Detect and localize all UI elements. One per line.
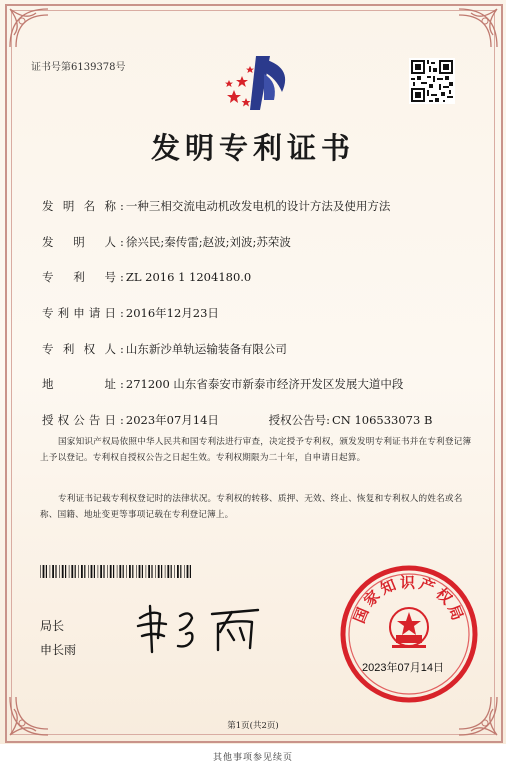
page-number: 第1页(共2页) [227,721,279,731]
invention-name-value: 一种三相交流电动机改发电机的设计方法及使用方法 [125,199,391,213]
grant-date-value: 2023年07月14日 [125,413,219,427]
cnipa-logo-icon [220,52,298,114]
filing-date-label: 专利申请日 [42,306,116,320]
grant-row: 授权公告日 : 2023年07月14日 授权公告号: CN 106533073 B [42,413,433,427]
patentee-value: 山东新沙单轨运输装备有限公司 [125,342,287,356]
filing-date-row: 专利申请日 : 2016年12月23日 [42,306,219,320]
grant-number-value: CN 106533073 B [331,413,433,427]
continuation-note: 其他事项参见续页 [212,753,293,763]
invention-name-row: 发明名称 : 一种三相交流电动机改发电机的设计方法及使用方法 [42,199,391,213]
certificate-title: 发明专利证书 [150,131,355,165]
patent-number-value: ZL 2016 1 1204180.0 [125,270,252,284]
handwritten-signature [134,600,266,656]
barcode [40,565,194,578]
patent-number-label: 专利号 [42,270,116,284]
inventors-row: 发明人 : 徐兴民;秦传雷;赵波;刘波;苏荣波 [42,235,291,249]
corner-ornament-top-right [453,7,499,53]
patent-number-row: 专利号 : ZL 2016 1 1204180.0 [42,270,252,284]
corner-ornament-top-left [8,7,54,53]
director-title: 局长 [40,619,65,633]
inventors-label: 发明人 [42,235,116,249]
inventors-value: 徐兴民;秦传雷;赵波;刘波;苏荣波 [125,235,291,249]
patentee-label: 专利权人 [42,342,116,356]
filing-date-value: 2016年12月23日 [125,306,219,320]
address-row: 地址 : 271200 山东省泰安市新泰市经济开发区发展大道中段 [42,377,404,391]
legal-status-paragraph: 专利证书记载专利权登记时的法律状况。专利权的转移、质押、无效、终止、恢复和专利权人的姓名或名称、国籍、地址变更等事项记载在专利登记簿上。 [40,494,463,520]
grant-statement-paragraph: 国家知识产权局依照中华人民共和国专利法进行审查，决定授予专利权，颁发发明专利证书并在专利登记簿上予以登记。专利权自授权公告之日起生效。专利权期限为二十年，自申请日起算。 [40,437,472,463]
svg-text:国家知识产权局: 国家知识产权局 [350,573,468,626]
director-name: 申长雨 [40,643,77,657]
invention-name-label: 发明名称 [42,199,116,213]
certificate-number: 证书号第6139378号 [31,62,126,73]
grant-date-label: 授权公告日 [42,413,116,427]
official-seal [340,565,478,703]
address-label: 地址 [42,377,116,391]
grant-number-label: 授权公告号 [268,413,327,427]
address-value: 271200 山东省泰安市新泰市经济开发区发展大道中段 [125,377,404,391]
qr-code [409,58,455,104]
seal-date: 2023年07月14日 [362,662,444,674]
patentee-row: 专利权人 : 山东新沙单轨运输装备有限公司 [42,342,287,356]
